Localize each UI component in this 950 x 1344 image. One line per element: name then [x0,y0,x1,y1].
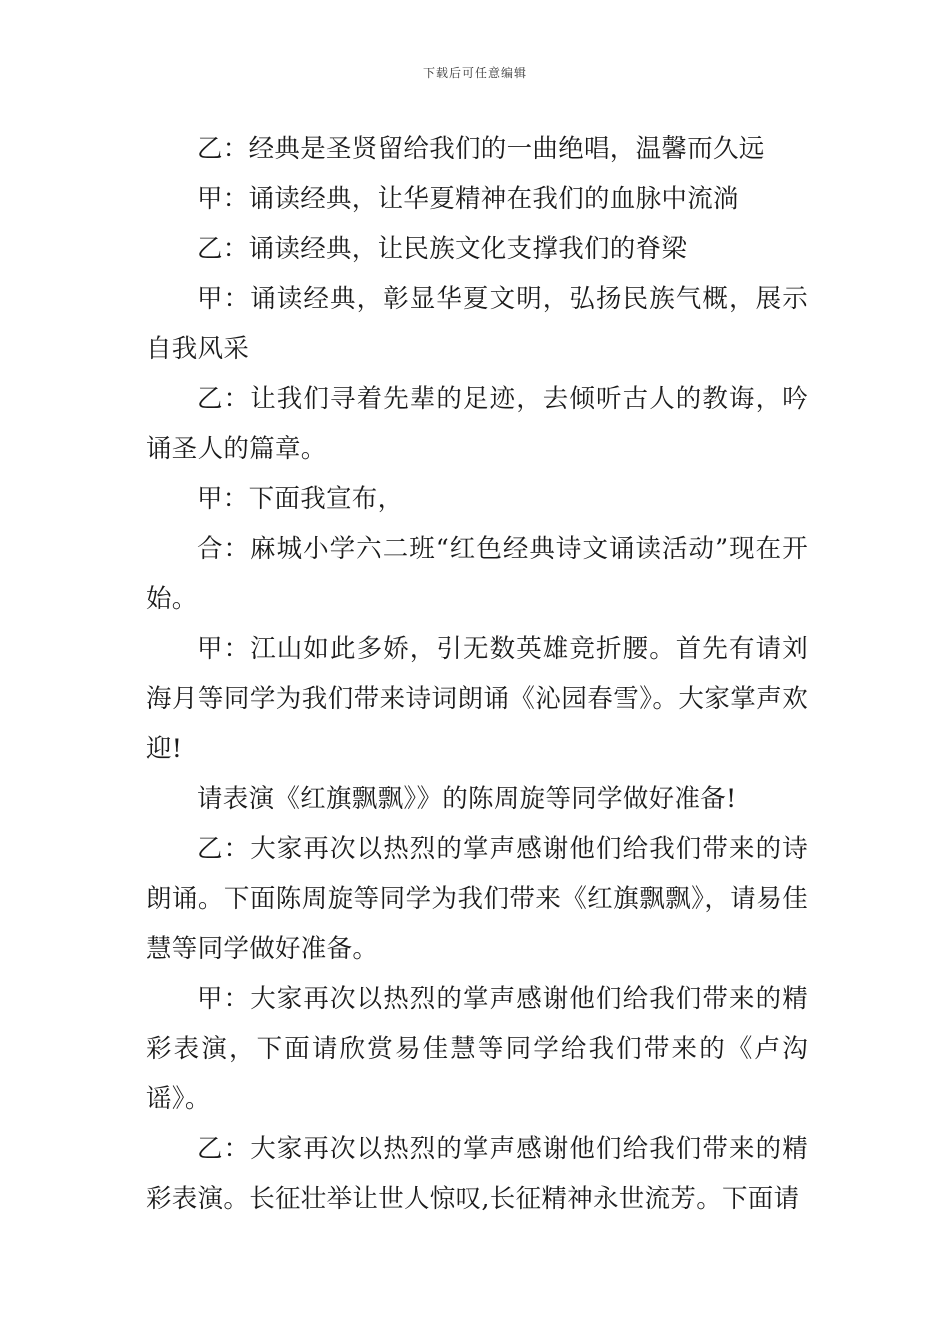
paragraph: 乙：经典是圣贤留给我们的一曲绝唱，温馨而久远 [197,134,765,164]
paragraph: 甲：下面我宣布， [197,484,404,514]
paragraph: 甲：诵读经典，彰显华夏文明，弘扬民族气概，展示自我风采 [146,284,808,364]
paragraph: 合：麻城小学六二班“红色经典诗文诵读活动”现在开始。 [146,534,808,614]
paragraph: 甲：诵读经典，让华夏精神在我们的血脉中流淌 [197,184,739,214]
paragraph: 乙：诵读经典，让民族文化支撑我们的脊梁 [197,234,688,264]
paragraph: 甲：大家再次以热烈的掌声感谢他们给我们带来的精彩表演，下面请欣赏易佳慧等同学给我们带来的《卢沟谣》。 [146,984,808,1114]
paragraph: 乙：大家再次以热烈的掌声感谢他们给我们带来的诗朗诵。下面陈周旋等同学为我们带来《红旗飘飘》，请易佳慧等同学做好准备。 [146,834,808,964]
paragraph: 请表演《红旗飘飘》》的陈周旋等同学做好准备! [197,784,737,814]
paragraph: 乙：大家再次以热烈的掌声感谢他们给我们带来的精彩表演。长征壮举让世人惊叹,长征精神永世流芳。下面请 [146,1134,808,1214]
paragraph: 甲：江山如此多娇，引无数英雄竞折腰。首先有请刘海月等同学为我们带来诗词朗诵《沁园春雪》。大家掌声欢迎! [146,634,808,764]
page-header: 下载后可任意编辑 [422,66,527,80]
document-body [146,124,808,1224]
paragraph: 乙：让我们寻着先辈的足迹，去倾听古人的教诲，吟诵圣人的篇章。 [146,384,808,464]
